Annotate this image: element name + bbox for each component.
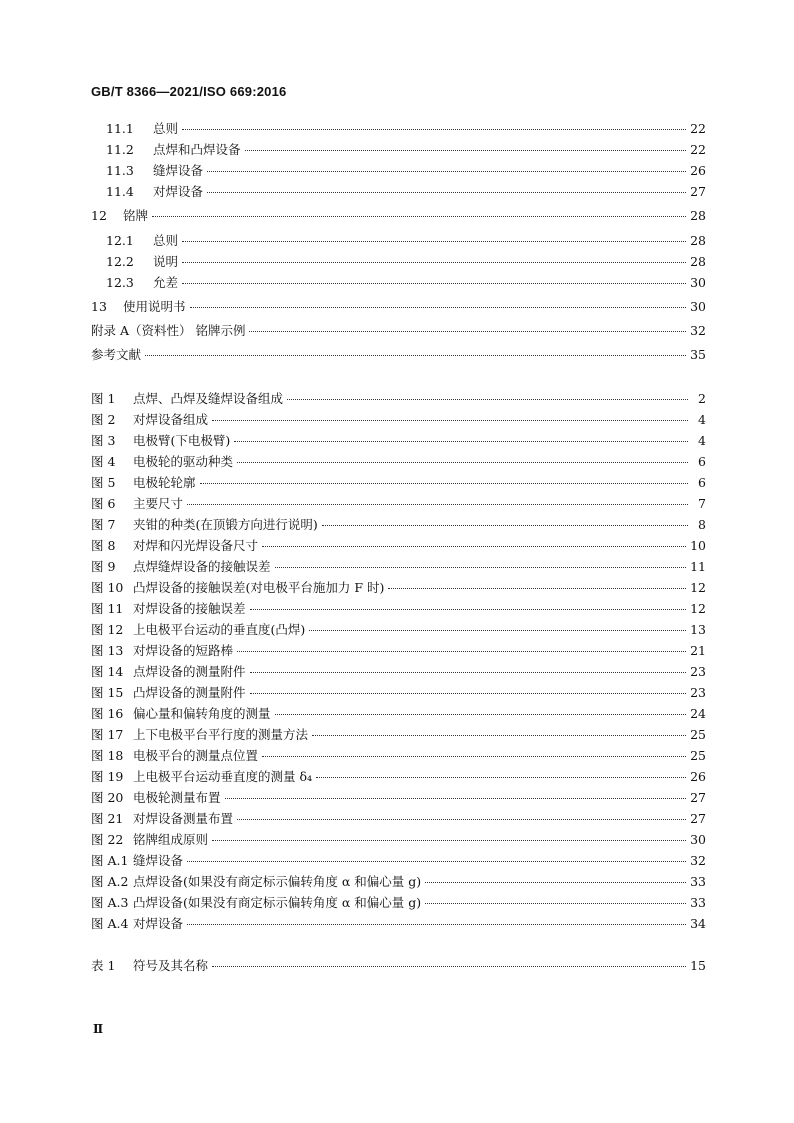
figure-title: 对焊设备测量布置 (133, 811, 234, 826)
figure-page: 13 (690, 622, 706, 637)
dot-leader (207, 192, 686, 193)
figure-entry[interactable] (91, 767, 706, 787)
dot-leader (322, 525, 688, 526)
figure-number: 图 A.3 (91, 895, 129, 910)
toc-entry-annex-a[interactable] (91, 321, 706, 341)
dot-leader (309, 630, 686, 631)
figure-entry[interactable] (91, 389, 706, 409)
figure-page: 6 (698, 475, 706, 490)
figure-number: 图 A.4 (91, 916, 129, 931)
figure-number: 图 16 (91, 706, 124, 721)
dot-leader (212, 420, 688, 421)
dot-leader (237, 819, 686, 820)
dot-leader (275, 567, 687, 568)
figure-number: 图 4 (91, 454, 116, 469)
figure-page: 10 (690, 538, 706, 553)
figure-number: 图 21 (91, 811, 124, 826)
figure-number: 图 6 (91, 496, 116, 511)
dot-leader (275, 714, 687, 715)
dot-leader (249, 331, 686, 332)
figure-number: 图 19 (91, 769, 124, 784)
toc-entry-12-2[interactable] (91, 252, 706, 272)
dot-leader (145, 355, 686, 356)
dot-leader (262, 756, 686, 757)
dot-leader (207, 171, 686, 172)
figure-title: 夹钳的种类(在顶锻方向进行说明) (133, 517, 318, 532)
figure-number: 图 8 (91, 538, 116, 553)
toc-entry-page: 22 (690, 121, 706, 136)
toc-entry-page: 32 (690, 323, 706, 338)
table-title: 符号及其名称 (133, 958, 209, 973)
standard-code-header: GB/T 8366—2021/ISO 669:2016 (91, 84, 287, 99)
figure-page: 33 (690, 895, 706, 910)
figure-number: 图 2 (91, 412, 116, 427)
figure-entry[interactable] (91, 851, 706, 871)
toc-entry-11-4[interactable] (91, 182, 706, 202)
dot-leader (187, 861, 686, 862)
dot-leader (250, 693, 687, 694)
figure-title: 偏心量和偏转角度的测量 (133, 706, 271, 721)
figure-entry[interactable] (91, 431, 706, 451)
toc-entry-11-3[interactable] (91, 161, 706, 181)
dot-leader (225, 798, 687, 799)
toc-entry-title: 附录 A（资料性） 铭牌示例 (91, 323, 246, 338)
figure-title: 对焊设备的短路棒 (133, 643, 234, 658)
dot-leader (182, 283, 686, 284)
figure-entry[interactable] (91, 830, 706, 850)
toc-entry-page: 22 (690, 142, 706, 157)
toc-entry-13[interactable] (91, 297, 706, 317)
figure-number: 图 15 (91, 685, 124, 700)
dot-leader (190, 307, 687, 308)
figure-title: 电极轮轮廓 (133, 475, 196, 490)
dot-leader (262, 546, 686, 547)
figure-title: 铭牌组成原则 (133, 832, 209, 847)
figure-number: 图 12 (91, 622, 124, 637)
dot-leader (250, 609, 687, 610)
figure-number: 图 18 (91, 748, 124, 763)
toc-entry-title: 使用说明书 (123, 299, 186, 314)
toc-entry-12-3[interactable] (91, 273, 706, 293)
dot-leader (212, 840, 686, 841)
table-entry[interactable] (91, 956, 706, 976)
figure-title: 缝焊设备 (133, 853, 184, 868)
figure-number: 图 13 (91, 643, 124, 658)
figure-page: 27 (690, 790, 706, 805)
figure-number: 图 5 (91, 475, 116, 490)
dot-leader (425, 903, 686, 904)
figure-page: 11 (690, 559, 706, 574)
figure-title: 凸焊设备的接触误差(对电极平台施加力 F 时) (133, 580, 385, 595)
figure-title: 电极平台的测量点位置 (133, 748, 259, 763)
dot-leader (237, 651, 686, 652)
figure-number: 图 9 (91, 559, 116, 574)
toc-entry-number: 11.1 (106, 121, 134, 136)
figure-number: 图 11 (91, 601, 124, 616)
dot-leader (182, 262, 686, 263)
dot-leader (187, 924, 686, 925)
figure-page: 26 (690, 769, 706, 784)
figure-entry[interactable] (91, 662, 706, 682)
toc-entry-page: 28 (690, 254, 706, 269)
figure-title: 电极臂(下电极臂) (133, 433, 231, 448)
figure-entry[interactable] (91, 704, 706, 724)
toc-entry-page: 27 (690, 184, 706, 199)
figure-entry[interactable] (91, 599, 706, 619)
figure-page: 23 (690, 685, 706, 700)
toc-entry-number: 11.4 (106, 184, 134, 199)
figure-entry[interactable] (91, 893, 706, 913)
figure-entry[interactable] (91, 809, 706, 829)
figure-entry[interactable] (91, 515, 706, 535)
toc-entry-number: 11.2 (106, 142, 134, 157)
dot-leader (237, 462, 688, 463)
toc-entry-title: 允差 (153, 275, 179, 290)
dot-leader (152, 216, 686, 217)
dot-leader (182, 129, 686, 130)
toc-entry-number: 11.3 (106, 163, 134, 178)
toc-entry-page: 35 (690, 347, 706, 362)
dot-leader (425, 882, 686, 883)
figure-entry[interactable] (91, 557, 706, 577)
figure-entry[interactable] (91, 641, 706, 661)
toc-entry-page: 28 (690, 208, 706, 223)
figure-entry[interactable] (91, 452, 706, 472)
figure-page: 4 (698, 412, 706, 427)
figure-title: 对焊设备 (133, 916, 184, 931)
toc-entry-page: 30 (690, 299, 706, 314)
figure-page: 7 (698, 496, 706, 511)
figure-title: 电极轮测量布置 (133, 790, 221, 805)
figure-page: 24 (690, 706, 706, 721)
figure-entry[interactable] (91, 872, 706, 892)
figure-title: 凸焊设备(如果没有商定标示偏转角度 α 和偏心量 g) (133, 895, 422, 910)
figure-title: 点焊设备(如果没有商定标示偏转角度 α 和偏心量 g) (133, 874, 422, 889)
toc-entry-12-1[interactable] (91, 231, 706, 251)
figure-entry[interactable] (91, 683, 706, 703)
dot-leader (287, 399, 688, 400)
toc-entry-title: 缝焊设备 (153, 163, 204, 178)
figure-title: 点焊设备的测量附件 (133, 664, 246, 679)
figure-number: 图 A.1 (91, 853, 129, 868)
figure-title: 对焊和闪光焊设备尺寸 (133, 538, 259, 553)
toc-entry-11-2[interactable] (91, 140, 706, 160)
figure-entry[interactable] (91, 914, 706, 934)
figure-number: 图 10 (91, 580, 124, 595)
figure-title: 上下电极平台平行度的测量方法 (133, 727, 309, 742)
figure-title: 电极轮的驱动种类 (133, 454, 234, 469)
figure-entry[interactable] (91, 788, 706, 808)
toc-entry-11-1[interactable] (91, 119, 706, 139)
dot-leader (312, 735, 686, 736)
figure-entry[interactable] (91, 410, 706, 430)
figure-number: 图 1 (91, 391, 116, 406)
dot-leader (250, 672, 687, 673)
figure-title: 上电极平台运动的垂直度(凸焊) (133, 622, 306, 637)
figure-page: 4 (698, 433, 706, 448)
figure-entry[interactable] (91, 578, 706, 598)
figure-page: 34 (690, 916, 706, 931)
dot-leader (182, 241, 686, 242)
toc-entry-12[interactable] (91, 206, 706, 226)
figure-page: 25 (690, 727, 706, 742)
figure-title: 凸焊设备的测量附件 (133, 685, 246, 700)
table-page: 15 (690, 958, 706, 973)
figure-title: 点焊缝焊设备的接触误差 (133, 559, 271, 574)
figure-page: 8 (698, 517, 706, 532)
toc-entry-bibliography[interactable] (91, 345, 706, 365)
page-number: Ⅱ (93, 1022, 104, 1036)
toc-entry-title: 总则 (153, 121, 179, 136)
figure-number: 图 7 (91, 517, 116, 532)
dot-leader (316, 777, 686, 778)
toc-entry-title: 铭牌 (123, 208, 149, 223)
figure-page: 21 (690, 643, 706, 658)
figure-page: 2 (698, 391, 706, 406)
figure-entry[interactable] (91, 536, 706, 556)
figure-page: 30 (690, 832, 706, 847)
dot-leader (200, 483, 688, 484)
figure-page: 6 (698, 454, 706, 469)
toc-entry-title: 对焊设备 (153, 184, 204, 199)
toc-entry-number: 12.3 (106, 275, 134, 290)
toc-entry-number: 12.1 (106, 233, 134, 248)
figure-title: 对焊设备组成 (133, 412, 209, 427)
figure-entry[interactable] (91, 725, 706, 745)
toc-entry-number: 13 (91, 299, 107, 314)
dot-leader (388, 588, 686, 589)
toc-entry-title: 说明 (153, 254, 179, 269)
figure-title: 点焊、凸焊及缝焊设备组成 (133, 391, 284, 406)
toc-entry-title: 参考文献 (91, 347, 142, 362)
figure-entry[interactable] (91, 494, 706, 514)
figure-page: 12 (690, 601, 706, 616)
figure-title: 上电极平台运动垂直度的测量 δ₄ (133, 769, 313, 784)
toc-entry-title: 总则 (153, 233, 179, 248)
figure-entry[interactable] (91, 473, 706, 493)
figure-number: 图 17 (91, 727, 124, 742)
figure-number: 图 20 (91, 790, 124, 805)
figure-title: 主要尺寸 (133, 496, 184, 511)
toc-entry-number: 12 (91, 208, 107, 223)
figure-page: 23 (690, 664, 706, 679)
figure-page: 12 (690, 580, 706, 595)
toc-entry-page: 28 (690, 233, 706, 248)
figure-title: 对焊设备的接触误差 (133, 601, 246, 616)
figure-page: 33 (690, 874, 706, 889)
figure-number: 图 22 (91, 832, 124, 847)
figure-entry[interactable] (91, 620, 706, 640)
toc-entry-page: 26 (690, 163, 706, 178)
figure-number: 图 A.2 (91, 874, 129, 889)
dot-leader (245, 150, 687, 151)
figure-entry[interactable] (91, 746, 706, 766)
toc-entry-number: 12.2 (106, 254, 134, 269)
dot-leader (212, 966, 686, 967)
figure-number: 图 3 (91, 433, 116, 448)
dot-leader (234, 441, 688, 442)
figure-page: 32 (690, 853, 706, 868)
figure-number: 图 14 (91, 664, 124, 679)
toc-entry-page: 30 (690, 275, 706, 290)
table-number: 表 1 (91, 958, 116, 973)
figure-page: 27 (690, 811, 706, 826)
toc-entry-title: 点焊和凸焊设备 (153, 142, 241, 157)
figure-page: 25 (690, 748, 706, 763)
dot-leader (187, 504, 688, 505)
